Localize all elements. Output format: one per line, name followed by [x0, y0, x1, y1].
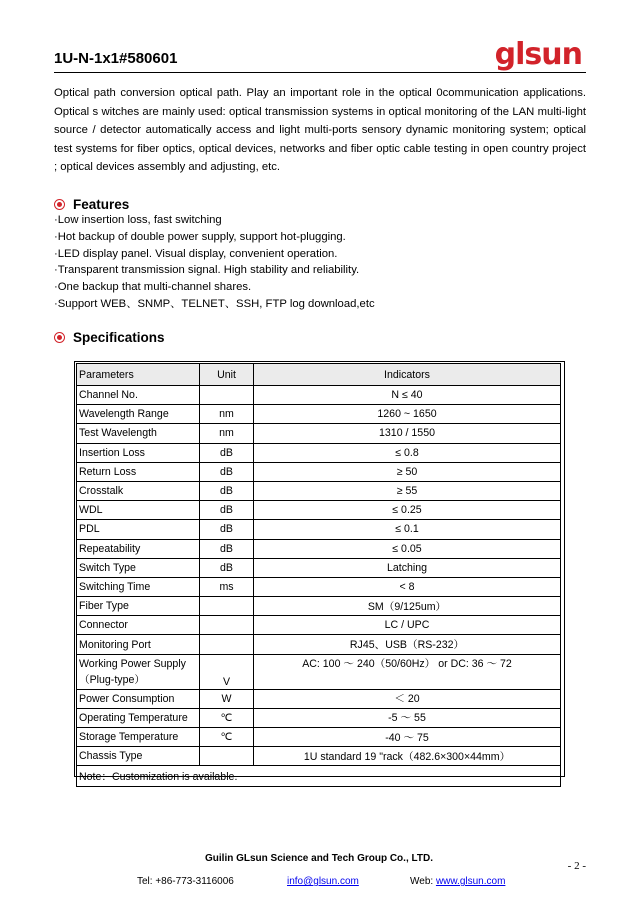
param-cell: Crosstalk: [77, 481, 200, 500]
table-row: [77, 386, 561, 405]
feature-item: ·One backup that multi-channel shares.: [54, 281, 252, 294]
param-cell: Connector: [77, 616, 200, 635]
unit-cell: dB: [200, 462, 254, 481]
indicator-cell: LC / UPC: [254, 616, 561, 635]
table-note-row: [77, 766, 561, 787]
param-cell: Storage Temperature: [77, 728, 200, 747]
param-cell: Wavelength Range: [77, 405, 200, 424]
page-number: - 2 -: [567, 860, 586, 872]
indicator-cell: ≤ 0.8: [254, 443, 561, 462]
table-row: [77, 501, 561, 520]
indicator-cell: ≤ 0.25: [254, 501, 561, 520]
unit-cell: nm: [200, 405, 254, 424]
table-row: [77, 708, 561, 727]
unit-cell: dB: [200, 558, 254, 577]
specifications-title: Specifications: [73, 330, 165, 345]
unit-cell: W: [200, 689, 254, 708]
table-row: [77, 539, 561, 558]
indicator-cell: Latching: [254, 558, 561, 577]
unit-cell: ℃: [200, 708, 254, 727]
indicator-cell: ≥ 55: [254, 481, 561, 500]
unit-cell: ms: [200, 577, 254, 596]
param-cell: Operating Temperature: [77, 708, 200, 727]
unit-cell: [200, 747, 254, 766]
feature-item: ·Support WEB、SNMP、TELNET、SSH, FTP log download,etc: [54, 297, 375, 310]
table-row: [77, 520, 561, 539]
indicator-cell: N ≤ 40: [254, 386, 561, 405]
feature-item: ·Hot backup of double power supply, support hot-plugging.: [54, 230, 346, 243]
feature-item: ·Low insertion loss, fast switching: [54, 214, 222, 226]
table-row: [77, 424, 561, 443]
indicator-cell: ≥ 50: [254, 462, 561, 481]
header-cell-parameters: Parameters: [77, 364, 200, 386]
unit-cell: V: [200, 654, 254, 689]
param-cell: Channel No.: [77, 386, 200, 405]
param-cell: Repeatability: [77, 539, 200, 558]
table-row: [77, 481, 561, 500]
param-cell: Return Loss: [77, 462, 200, 481]
unit-cell: [200, 597, 254, 616]
indicator-cell: -40 ～ 75: [254, 728, 561, 747]
table-row: [77, 597, 561, 616]
indicator-cell: -5 ～ 55: [254, 708, 561, 727]
indicator-cell: SM（9/125um）: [254, 597, 561, 616]
indicator-cell: 1U standard 19 "rack（482.6×300×44mm）: [254, 747, 561, 766]
feature-item: ·Transparent transmission signal. High stability and reliability.: [54, 264, 360, 277]
unit-cell: dB: [200, 481, 254, 500]
table-row: [77, 558, 561, 577]
features-list: [54, 212, 375, 313]
indicator-cell: 1260 ~ 1650: [254, 405, 561, 424]
glsun-logo: glsun: [494, 37, 582, 72]
footer-tel: Tel: +86-773-3116006: [137, 876, 234, 887]
header-cell-indicators: Indicators: [254, 364, 561, 386]
param-cell: WDL: [77, 501, 200, 520]
table-row: [77, 747, 561, 766]
param-cell: Insertion Loss: [77, 443, 200, 462]
table-row: [77, 405, 561, 424]
param-cell: PDL: [77, 520, 200, 539]
note-cell: Note：Customization is available.: [77, 766, 561, 787]
document-title: 1U-N-1x1#580601: [54, 50, 178, 67]
table-header-row: [77, 364, 561, 386]
unit-cell: dB: [200, 539, 254, 558]
red-circle-bullet-icon: [54, 332, 65, 343]
unit-cell: dB: [200, 520, 254, 539]
table-row: [77, 654, 561, 689]
intro-paragraph: Optical path conversion optical path. Play an important role in the optical 0communication applications. Optical s witches are mainly used: optical transmission systems in optical monitoring of the LAN multi-light source / detector automatically access and light multi-ports sensory dynamic monitoring system; optical test systems for fiber optics, optical devices, networks and fiber optic cable testing in open country project ; optical devices assembly and adjusting, etc.: [54, 87, 586, 174]
features-heading: [54, 197, 129, 212]
table-row: [77, 689, 561, 708]
unit-cell: dB: [200, 443, 254, 462]
unit-cell: [200, 386, 254, 405]
footer-web-link[interactable]: www.glsun.com: [435, 876, 506, 887]
footer-email-link[interactable]: info@glsun.com: [287, 876, 359, 887]
param-cell: Monitoring Port: [77, 635, 200, 654]
table-row: [77, 728, 561, 747]
footer-company: Guilin GLsun Science and Tech Group Co., LTD.: [205, 853, 433, 864]
footer-web-label: Web:: [410, 876, 436, 887]
indicator-cell: RJ45、USB（RS-232）: [254, 635, 561, 654]
unit-cell: dB: [200, 501, 254, 520]
unit-cell: [200, 616, 254, 635]
specifications-table: [76, 363, 561, 787]
table-row: [77, 443, 561, 462]
specifications-heading: [54, 330, 165, 345]
table-row: [77, 462, 561, 481]
indicator-cell: < 8: [254, 577, 561, 596]
indicator-cell: AC: 100 ～ 240（50/60Hz） or DC: 36 ～ 72: [254, 654, 561, 689]
red-circle-bullet-icon: [54, 199, 65, 210]
features-title: Features: [73, 197, 130, 212]
indicator-cell: 1310 / 1550: [254, 424, 561, 443]
table-row: [77, 577, 561, 596]
param-cell: Power Consumption: [77, 689, 200, 708]
param-cell: Chassis Type: [77, 747, 200, 766]
indicator-cell: ＜ 20: [254, 689, 561, 708]
indicator-cell: ≤ 0.05: [254, 539, 561, 558]
unit-cell: [200, 635, 254, 654]
table-row: [77, 635, 561, 654]
header-cell-unit: Unit: [200, 364, 254, 386]
param-cell: Test Wavelength: [77, 424, 200, 443]
feature-item: ·LED display panel. Visual display, convenient operation.: [54, 247, 338, 260]
page-header: [54, 37, 586, 73]
footer-web: [410, 876, 505, 887]
table-row: [77, 616, 561, 635]
unit-cell: nm: [200, 424, 254, 443]
param-cell: Working Power Supply （Plug-type）: [77, 654, 200, 689]
unit-cell: ℃: [200, 728, 254, 747]
param-cell: Switch Type: [77, 558, 200, 577]
indicator-cell: ≤ 0.1: [254, 520, 561, 539]
param-cell: Fiber Type: [77, 597, 200, 616]
param-cell: Switching Time: [77, 577, 200, 596]
